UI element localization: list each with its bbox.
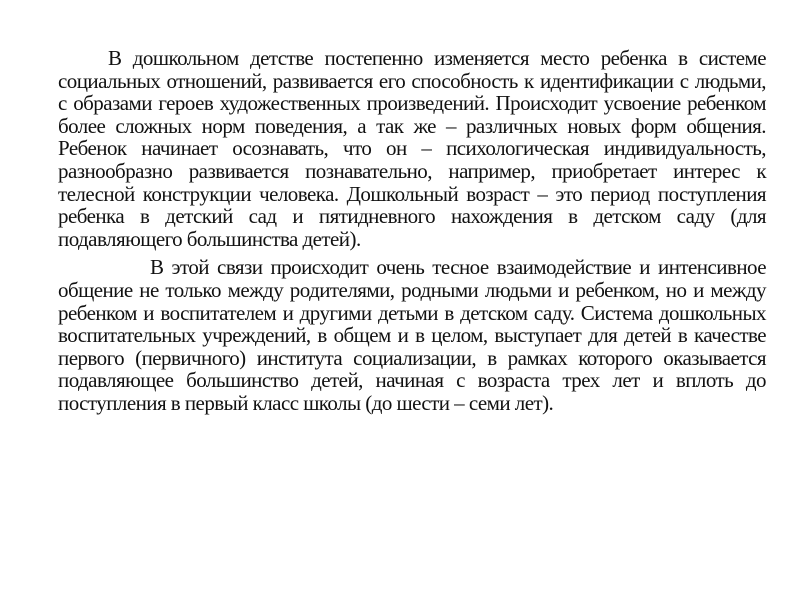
body-text	[58, 47, 766, 415]
paragraph-preschool-childhood: В дошкольном детстве постепенно изменяется место ребенка в системе социальных отношений, развивается его способность к идентификации с людьми, с образами героев художественных произведений. Происходит усвоение ребенком более сложных норм поведения, а так же – различных новых форм общения. Ребенок начинает осознавать, что он – психологическая индивидуальность, разнообразно развивается познавательно, например, приобретает интерес к телесной конструкции человека. Дошкольный возраст – это период поступления ребенка в детский сад и пятидневного нахождения в детском саду (для подавляющего большинства детей).	[58, 46, 766, 251]
paragraph-socialization-institution: В этой связи происходит очень тесное взаимодействие и интенсивное общение не только между родителями, родными людьми и ребенком, но и между ребенком и воспитателем и другими детьми в детском саду. Система дошкольных воспитательных учреждений, в общем и в целом, выступает для детей в качестве первого (первичного) института социализации, в рамках которого оказывается подавляющее большинство детей, начиная с возраста трех лет и вплоть до поступления в первый класс школы (до шести – семи лет).	[58, 255, 766, 415]
